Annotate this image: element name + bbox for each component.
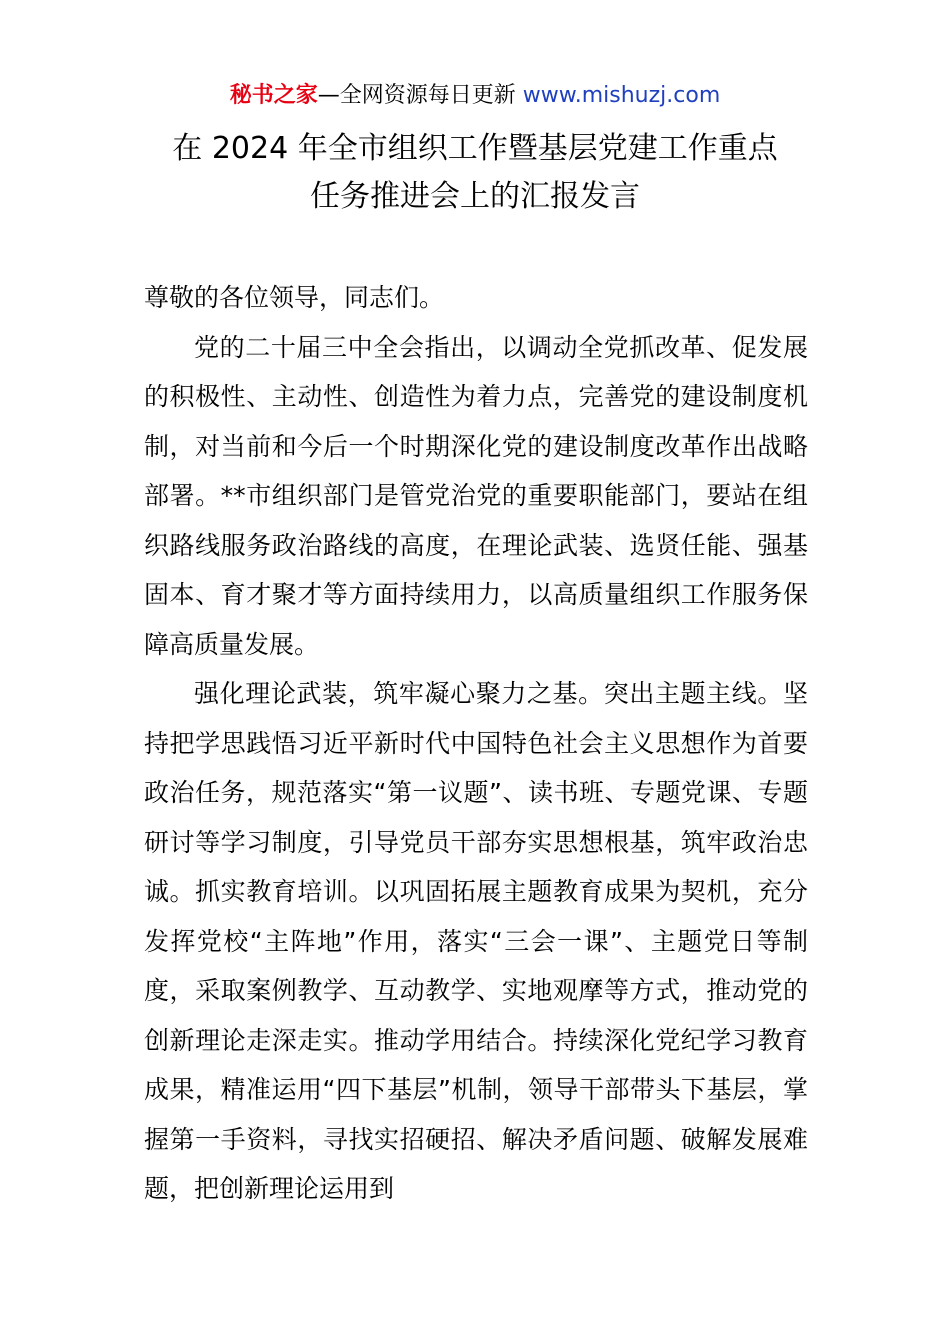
body-paragraph-2: 强化理论武装，筑牢凝心聚力之基。突出主题主线。坚持把学思践悟习近平新时代中国特色社会主义思想作为首要政治任务，规范落实“第一议题”、读书班、专题党课、专题研讨等学习制度，引导党员干部夯实思想根基，筑牢政治忠诚。抓实教育培训。以巩固拓展主题教育成果为契机，充分发挥党校“主阵地”作用，落实“三会一课”、主题党日等制度，采取案例教学、互动教学、实地观摩等方式，推动党的创新理论走深走实。推动学用结合。持续深化党纪学习教育成果，精准运用“四下基层”机制，领导干部带头下基层，掌握第一手资料，寻找实招硬招、解决矛盾问题、破解发展难题，把创新理论运用到 — [144, 679, 808, 1203]
site-slogan: —全网资源每日更新 — [317, 83, 523, 108]
document-title-line-2: 任务推进会上的汇报发言 — [310, 179, 640, 214]
document-title-line-1: 在 2024 年全市组织工作暨基层党建工作重点 — [172, 131, 778, 166]
document-body — [144, 273, 808, 1214]
brand-name: 秘书之家 — [229, 83, 318, 108]
site-header — [0, 80, 950, 112]
site-url[interactable]: www.mishuzj.com — [522, 83, 721, 108]
body-paragraph-1: 党的二十届三中全会指出，以调动全党抓改革、促发展的积极性、主动性、创造性为着力点，完善党的建设制度机制，对当前和今后一个时期深化党的建设制度改革作出战略部署。**市组织部门是管党治党的重要职能部门，要站在组织路线服务政治路线的高度，在理论武装、选贤任能、强基固本、育才聚才等方面持续用力，以高质量组织工作服务保障高质量发展。 — [144, 332, 808, 659]
salutation: 尊敬的各位领导，同志们。 — [144, 283, 445, 312]
